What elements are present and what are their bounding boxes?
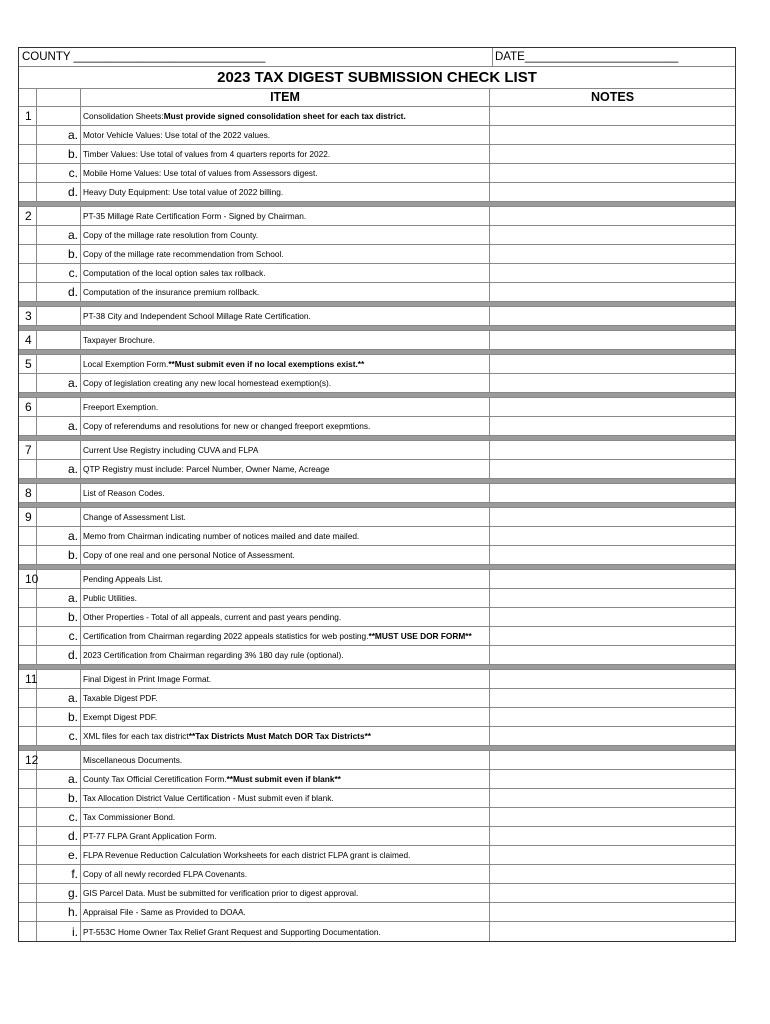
section-number (19, 107, 37, 125)
section-number (19, 355, 37, 373)
date-field[interactable]: DATE________________________ (495, 51, 679, 63)
section-number-text: 12 (25, 753, 39, 767)
num-cell (19, 527, 37, 545)
item-text: Current Use Registry including CUVA and FLPA (83, 445, 259, 455)
sub-letter: a. (37, 460, 81, 478)
notes-cell[interactable] (490, 922, 735, 941)
notes-cell[interactable] (490, 608, 735, 626)
item-cell (81, 808, 490, 826)
section-number-text: 2 (25, 209, 32, 223)
notes-cell[interactable] (490, 126, 735, 144)
notes-cell[interactable] (490, 484, 735, 502)
sub-letter: d. (37, 646, 81, 664)
notes-cell[interactable] (490, 646, 735, 664)
section-number-cell (19, 570, 81, 588)
item-cell (81, 245, 490, 263)
item-cell (81, 307, 490, 325)
section-number (19, 508, 37, 526)
section-number-cell (19, 670, 81, 688)
section-row (19, 751, 735, 770)
notes-cell[interactable] (490, 808, 735, 826)
num-cell (19, 770, 37, 788)
item-text: Local Exemption Form. (83, 359, 169, 369)
item-text: QTP Registry must include: Parcel Number, Owner Name, Acreage (83, 464, 330, 474)
notes-cell[interactable] (490, 374, 735, 392)
sub-item-row (19, 126, 735, 145)
item-text: Tax Allocation District Value Certification - Must submit even if blank. (83, 793, 334, 803)
section-number-cell (19, 307, 81, 325)
item-text: County Tax Official Ceretification Form. (83, 774, 227, 784)
sub-item-row (19, 708, 735, 727)
item-text: Timber Values: Use total of values from 4 quarters reports for 2022. (83, 149, 331, 159)
section-number (19, 441, 37, 459)
item-text: FLPA Revenue Reduction Calculation Worksheets for each district FLPA grant is claimed. (83, 850, 411, 860)
item-cell (81, 508, 490, 526)
section-number (19, 484, 37, 502)
item-cell (81, 484, 490, 502)
item-text: Copy of legislation creating any new local homestead exemption(s). (83, 378, 332, 388)
item-text: Miscellaneous Documents. (83, 755, 183, 765)
item-emphasis: **MUST USE DOR FORM** (368, 631, 472, 641)
notes-cell[interactable] (490, 226, 735, 244)
item-cell (81, 751, 490, 769)
sub-item-row (19, 226, 735, 245)
item-cell (81, 126, 490, 144)
sub-item-row (19, 922, 735, 941)
section-row (19, 670, 735, 689)
item-emphasis: Must provide signed consolidation sheet for each tax district. (163, 111, 406, 121)
section-number-cell (19, 107, 81, 125)
sub-item-row (19, 608, 735, 627)
num-col-header (19, 89, 37, 106)
section-number-text: 7 (25, 443, 32, 457)
item-text: XML files for each tax district (83, 731, 189, 741)
notes-cell[interactable] (490, 546, 735, 564)
section-number-text: 9 (25, 510, 32, 524)
item-cell (81, 708, 490, 726)
sub-letter: b. (37, 546, 81, 564)
item-cell (81, 865, 490, 883)
sub-letter: a. (37, 417, 81, 435)
section-number-cell (19, 355, 81, 373)
notes-cell[interactable] (490, 508, 735, 526)
item-text: Taxpayer Brochure. (83, 335, 155, 345)
notes-cell[interactable] (490, 307, 735, 325)
sub-letter: c. (37, 264, 81, 282)
notes-cell[interactable] (490, 589, 735, 607)
notes-cell[interactable] (490, 827, 735, 845)
section-number-cell (19, 207, 81, 225)
notes-cell[interactable] (490, 207, 735, 225)
item-cell (81, 903, 490, 921)
item-text: Tax Commissioner Bond. (83, 812, 176, 822)
notes-cell[interactable] (490, 570, 735, 588)
item-cell (81, 670, 490, 688)
item-cell (81, 460, 490, 478)
section-number (19, 307, 37, 325)
notes-cell[interactable] (490, 689, 735, 707)
header-row (19, 48, 735, 67)
section-row (19, 331, 735, 350)
sub-item-row (19, 245, 735, 264)
item-cell (81, 608, 490, 626)
notes-cell[interactable] (490, 789, 735, 807)
section-row (19, 107, 735, 126)
section-row (19, 207, 735, 226)
notes-cell[interactable] (490, 417, 735, 435)
section-number-text: 8 (25, 486, 32, 500)
item-text: Appraisal File - Same as Provided to DOAA. (83, 907, 246, 917)
checklist-table (18, 47, 736, 942)
notes-cell[interactable] (490, 460, 735, 478)
item-cell (81, 884, 490, 902)
sub-letter: i. (37, 922, 81, 941)
section-number (19, 570, 37, 588)
sub-letter: b. (37, 245, 81, 263)
item-cell (81, 164, 490, 182)
notes-cell[interactable] (490, 245, 735, 263)
item-cell (81, 589, 490, 607)
section-number-cell (19, 331, 81, 349)
county-field[interactable]: COUNTY ______________________________ (19, 48, 493, 66)
sub-letter: e. (37, 846, 81, 864)
sub-item-row (19, 770, 735, 789)
notes-cell[interactable] (490, 865, 735, 883)
sub-letter: d. (37, 283, 81, 301)
num-cell (19, 865, 37, 883)
item-text: Pending Appeals List. (83, 574, 163, 584)
notes-cell[interactable] (490, 264, 735, 282)
num-cell (19, 183, 37, 201)
section-number (19, 331, 37, 349)
sub-letter: a. (37, 226, 81, 244)
column-header-row (19, 89, 735, 107)
sub-item-row (19, 183, 735, 202)
item-text: Copy of the millage rate recommendation from School. (83, 249, 284, 259)
section-number-cell (19, 484, 81, 502)
sub-item-row (19, 884, 735, 903)
item-text: PT-35 Millage Rate Certification Form - Signed by Chairman. (83, 211, 307, 221)
section-number-text: 5 (25, 357, 32, 371)
sub-item-row (19, 903, 735, 922)
sub-letter: a. (37, 527, 81, 545)
sub-letter: d. (37, 827, 81, 845)
item-cell (81, 145, 490, 163)
item-text: Freeport Exemption. (83, 402, 159, 412)
sub-letter: c. (37, 164, 81, 182)
sub-item-row (19, 145, 735, 164)
notes-cell[interactable] (490, 355, 735, 373)
item-col-header: ITEM (81, 89, 490, 106)
section-number-cell (19, 751, 81, 769)
item-text: Heavy Duty Equipment: Use total value of 2022 billing. (83, 187, 284, 197)
item-cell (81, 527, 490, 545)
num-cell (19, 808, 37, 826)
item-cell (81, 107, 490, 125)
item-text: Other Properties - Total of all appeals, current and past years pending. (83, 612, 342, 622)
notes-cell[interactable] (490, 670, 735, 688)
item-emphasis: **Must submit even if no local exemptions exist.** (168, 359, 365, 369)
num-cell (19, 126, 37, 144)
section-row (19, 398, 735, 417)
item-text: Copy of one real and one personal Notice of Assessment. (83, 550, 295, 560)
sub-item-row (19, 789, 735, 808)
sub-item-row (19, 460, 735, 479)
num-cell (19, 283, 37, 301)
item-cell (81, 627, 490, 645)
notes-cell[interactable] (490, 331, 735, 349)
item-cell (81, 727, 490, 745)
section-row (19, 307, 735, 326)
item-emphasis: **Must submit even if blank** (226, 774, 341, 784)
checklist-body (19, 107, 735, 941)
item-text: PT-77 FLPA Grant Application Form. (83, 831, 217, 841)
num-cell (19, 689, 37, 707)
item-text: GIS Parcel Data. Must be submitted for verification prior to digest approval. (83, 888, 359, 898)
sub-item-row (19, 589, 735, 608)
item-cell (81, 546, 490, 564)
num-cell (19, 646, 37, 664)
num-cell (19, 145, 37, 163)
item-cell (81, 355, 490, 373)
num-cell (19, 846, 37, 864)
notes-cell[interactable] (490, 145, 735, 163)
num-cell (19, 226, 37, 244)
sub-letter: a. (37, 589, 81, 607)
item-cell (81, 922, 490, 941)
num-cell (19, 245, 37, 263)
sub-letter: b. (37, 789, 81, 807)
section-number-cell (19, 398, 81, 416)
notes-cell[interactable] (490, 441, 735, 459)
num-cell (19, 827, 37, 845)
sub-item-row (19, 646, 735, 665)
item-text: Final Digest in Print Image Format. (83, 674, 212, 684)
sub-item-row (19, 627, 735, 646)
item-text: List of Reason Codes. (83, 488, 165, 498)
section-row (19, 355, 735, 374)
item-text: Memo from Chairman indicating number of notices mailed and date mailed. (83, 531, 360, 541)
item-text: Consolidation Sheets: (83, 111, 164, 121)
section-row (19, 441, 735, 460)
section-number-text: 4 (25, 333, 32, 347)
num-cell (19, 608, 37, 626)
item-text: Copy of the millage rate resolution from County. (83, 230, 259, 240)
sub-letter: a. (37, 374, 81, 392)
sub-col-header (37, 89, 81, 106)
section-row (19, 508, 735, 527)
num-cell (19, 789, 37, 807)
section-number-text: 11 (25, 672, 38, 686)
section-number-text: 10 (25, 572, 39, 586)
section-number-cell (19, 441, 81, 459)
item-cell (81, 770, 490, 788)
item-text: Copy of all newly recorded FLPA Covenants. (83, 869, 248, 879)
notes-cell[interactable] (490, 398, 735, 416)
sub-letter: c. (37, 627, 81, 645)
notes-cell[interactable] (490, 727, 735, 745)
num-cell (19, 164, 37, 182)
section-number (19, 670, 37, 688)
num-cell (19, 460, 37, 478)
num-cell (19, 589, 37, 607)
section-number (19, 398, 37, 416)
num-cell (19, 903, 37, 921)
notes-cell[interactable] (490, 107, 735, 125)
item-cell (81, 207, 490, 225)
notes-cell[interactable] (490, 903, 735, 921)
sub-letter: a. (37, 689, 81, 707)
item-cell (81, 264, 490, 282)
notes-cell[interactable] (490, 627, 735, 645)
item-emphasis: **Tax Districts Must Match DOR Tax Districts** (188, 731, 372, 741)
sub-item-row (19, 546, 735, 565)
item-cell (81, 570, 490, 588)
item-text: Public Utilities. (83, 593, 137, 603)
item-cell (81, 789, 490, 807)
num-cell (19, 922, 37, 941)
item-text: Computation of the insurance premium rollback. (83, 287, 260, 297)
sub-letter: b. (37, 608, 81, 626)
num-cell (19, 884, 37, 902)
item-text: PT-38 City and Independent School Millage Rate Certification. (83, 311, 311, 321)
item-cell (81, 226, 490, 244)
notes-cell[interactable] (490, 846, 735, 864)
section-number-text: 3 (25, 309, 32, 323)
notes-cell[interactable] (490, 183, 735, 201)
notes-cell[interactable] (490, 751, 735, 769)
notes-cell[interactable] (490, 164, 735, 182)
item-text: Computation of the local option sales tax rollback. (83, 268, 266, 278)
sub-item-row (19, 846, 735, 865)
notes-cell[interactable] (490, 708, 735, 726)
item-cell (81, 689, 490, 707)
sub-item-row (19, 417, 735, 436)
section-number (19, 207, 37, 225)
section-number-text: 6 (25, 400, 32, 414)
item-cell (81, 398, 490, 416)
sub-letter: g. (37, 884, 81, 902)
notes-col-header: NOTES (590, 90, 635, 104)
notes-cell[interactable] (490, 527, 735, 545)
item-text: Mobile Home Values: Use total of values from Assessors digest. (83, 168, 318, 178)
item-text: PT-553C Home Owner Tax Relief Grant Request and Supporting Documentation. (83, 926, 381, 937)
item-text: Change of Assessment List. (83, 512, 186, 522)
item-text: 2023 Certification from Chairman regarding 3% 180 day rule (optional). (83, 650, 344, 660)
num-cell (19, 417, 37, 435)
item-cell (81, 374, 490, 392)
sub-item-row (19, 808, 735, 827)
section-row (19, 570, 735, 589)
sub-letter: b. (37, 145, 81, 163)
section-number (19, 751, 37, 769)
sub-item-row (19, 374, 735, 393)
item-text: Copy of referendums and resolutions for new or changed freeport exepmtions. (83, 421, 371, 431)
sub-item-row (19, 827, 735, 846)
item-cell (81, 441, 490, 459)
sub-letter: f. (37, 865, 81, 883)
sub-letter: b. (37, 708, 81, 726)
sub-letter: c. (37, 808, 81, 826)
notes-cell[interactable] (490, 283, 735, 301)
item-text: Certification from Chairman regarding 2022 appeals statistics for web posting. (83, 631, 369, 641)
num-cell (19, 546, 37, 564)
section-row (19, 484, 735, 503)
item-cell (81, 646, 490, 664)
item-cell (81, 183, 490, 201)
sub-letter: c. (37, 727, 81, 745)
sub-letter: a. (37, 126, 81, 144)
num-cell (19, 264, 37, 282)
item-cell (81, 827, 490, 845)
sub-item-row (19, 727, 735, 746)
sub-letter: d. (37, 183, 81, 201)
item-cell (81, 331, 490, 349)
notes-cell[interactable] (490, 770, 735, 788)
num-cell (19, 708, 37, 726)
page-title: 2023 TAX DIGEST SUBMISSION CHECK LIST (19, 67, 735, 89)
item-text: Exempt Digest PDF. (83, 712, 158, 722)
sub-item-row (19, 689, 735, 708)
sub-item-row (19, 527, 735, 546)
item-text: Taxable Digest PDF. (83, 693, 158, 703)
num-cell (19, 374, 37, 392)
sub-letter: h. (37, 903, 81, 921)
num-cell (19, 627, 37, 645)
item-cell (81, 846, 490, 864)
sub-item-row (19, 264, 735, 283)
section-number-text: 1 (25, 109, 32, 123)
sub-item-row (19, 283, 735, 302)
num-cell (19, 727, 37, 745)
notes-cell[interactable] (490, 884, 735, 902)
item-cell (81, 283, 490, 301)
sub-item-row (19, 865, 735, 884)
sub-item-row (19, 164, 735, 183)
item-text: Motor Vehicle Values: Use total of the 2022 values. (83, 130, 271, 140)
section-number-cell (19, 508, 81, 526)
sub-letter: a. (37, 770, 81, 788)
item-cell (81, 417, 490, 435)
